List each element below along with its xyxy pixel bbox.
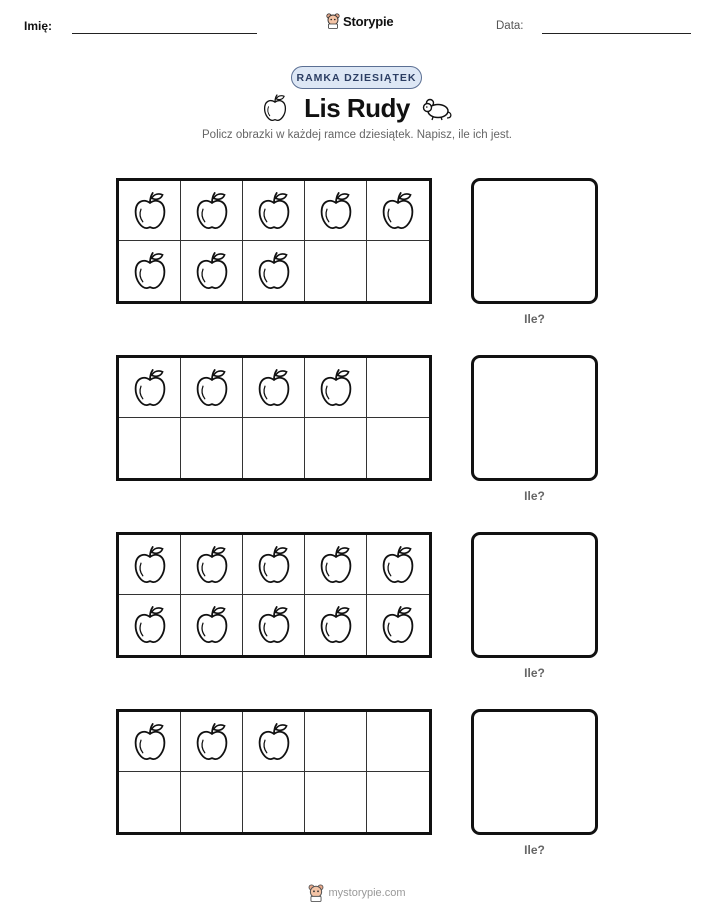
- answer-box[interactable]: [471, 532, 598, 658]
- apple-icon: [194, 545, 230, 585]
- title-row: [0, 91, 714, 127]
- apple-icon: [132, 605, 168, 645]
- ten-frame-cell: [243, 358, 305, 418]
- footer-site: mystorypie.com: [328, 887, 406, 899]
- ten-frame-cell: [181, 595, 243, 655]
- ten-frame-cell: [181, 712, 243, 772]
- ten-frame-cell: [119, 181, 181, 241]
- ten-frame-cell: [119, 241, 181, 301]
- bear-logo-icon: [308, 884, 324, 902]
- ten-frame-cell: [367, 712, 429, 772]
- date-field[interactable]: [542, 33, 691, 34]
- ten-frame-cell: [243, 418, 305, 478]
- ten-frame-cell: [181, 772, 243, 832]
- ten-frame-cell: [367, 418, 429, 478]
- ten-frame: [116, 178, 432, 304]
- ten-frame-cell: [243, 241, 305, 301]
- ten-frame-cell: [367, 595, 429, 655]
- apple-icon: [132, 191, 168, 231]
- ten-frame-cell: [367, 358, 429, 418]
- exercise-row: [0, 532, 714, 682]
- apple-icon: [132, 368, 168, 408]
- apple-icon: [194, 191, 230, 231]
- footer: [0, 884, 714, 902]
- apple-icon: [194, 368, 230, 408]
- apple-icon: [256, 545, 292, 585]
- ten-frame-cell: [305, 535, 367, 595]
- ten-frame-cell: [305, 358, 367, 418]
- ten-frame-cell: [119, 535, 181, 595]
- exercise-row: [0, 709, 714, 859]
- exercise-row: [0, 178, 714, 328]
- apple-icon: [256, 368, 292, 408]
- ten-frame-cell: [181, 241, 243, 301]
- ten-frame-cell: [119, 772, 181, 832]
- ten-frame-cell: [119, 418, 181, 478]
- name-label: Imię:: [24, 19, 53, 33]
- answer-box[interactable]: [471, 355, 598, 481]
- ten-frame-cell: [243, 535, 305, 595]
- ten-frame-cell: [243, 772, 305, 832]
- ten-frame-cell: [367, 181, 429, 241]
- worksheet-header: [0, 0, 714, 50]
- ten-frame-cell: [305, 772, 367, 832]
- ten-frame-cell: [181, 535, 243, 595]
- apple-icon: [380, 545, 416, 585]
- name-field[interactable]: [72, 33, 257, 34]
- apple-icon: [132, 722, 168, 762]
- ten-frame-cell: [305, 712, 367, 772]
- count-question: Ile?: [524, 312, 545, 326]
- apple-icon: [256, 722, 292, 762]
- exercise-row: [0, 355, 714, 505]
- worksheet-type-badge: RAMKA DZIESIĄTEK: [291, 66, 422, 89]
- page-title: Lis Rudy: [304, 93, 410, 123]
- ten-frame: [116, 532, 432, 658]
- ten-frame-cell: [119, 595, 181, 655]
- brand-logo: [326, 13, 393, 29]
- apple-icon: [380, 191, 416, 231]
- ten-frame-cell: [243, 181, 305, 241]
- apple-icon: [318, 605, 354, 645]
- apple-icon: [262, 93, 288, 123]
- count-question: Ile?: [524, 843, 545, 857]
- apple-icon: [132, 545, 168, 585]
- ten-frame-cell: [367, 241, 429, 301]
- ten-frame-cell: [243, 595, 305, 655]
- date-label: Data:: [496, 20, 524, 32]
- bear-logo-icon: [326, 13, 340, 29]
- apple-icon: [380, 605, 416, 645]
- apple-icon: [318, 191, 354, 231]
- brand-name: Storypie: [343, 13, 394, 29]
- ten-frame-cell: [243, 712, 305, 772]
- answer-box[interactable]: [471, 709, 598, 835]
- apple-icon: [194, 251, 230, 291]
- ten-frame-cell: [305, 241, 367, 301]
- apple-icon: [194, 605, 230, 645]
- ten-frame-cell: [181, 358, 243, 418]
- ten-frame: [116, 709, 432, 835]
- ten-frame-cell: [181, 418, 243, 478]
- mouse-icon: [421, 95, 453, 121]
- ten-frame: [116, 355, 432, 481]
- ten-frame-cell: [367, 535, 429, 595]
- apple-icon: [194, 722, 230, 762]
- count-question: Ile?: [524, 666, 545, 680]
- apple-icon: [318, 368, 354, 408]
- apple-icon: [256, 251, 292, 291]
- ten-frame-cell: [367, 772, 429, 832]
- count-question: Ile?: [524, 489, 545, 503]
- ten-frame-cell: [305, 595, 367, 655]
- apple-icon: [256, 191, 292, 231]
- apple-icon: [256, 605, 292, 645]
- apple-icon: [132, 251, 168, 291]
- ten-frame-cell: [119, 358, 181, 418]
- ten-frame-cell: [305, 418, 367, 478]
- ten-frame-cell: [181, 181, 243, 241]
- ten-frame-cell: [305, 181, 367, 241]
- answer-box[interactable]: [471, 178, 598, 304]
- instructions-text: Policz obrazki w każdej ramce dziesiątek. Napisz, ile ich jest.: [202, 129, 512, 141]
- ten-frame-cell: [119, 712, 181, 772]
- apple-icon: [318, 545, 354, 585]
